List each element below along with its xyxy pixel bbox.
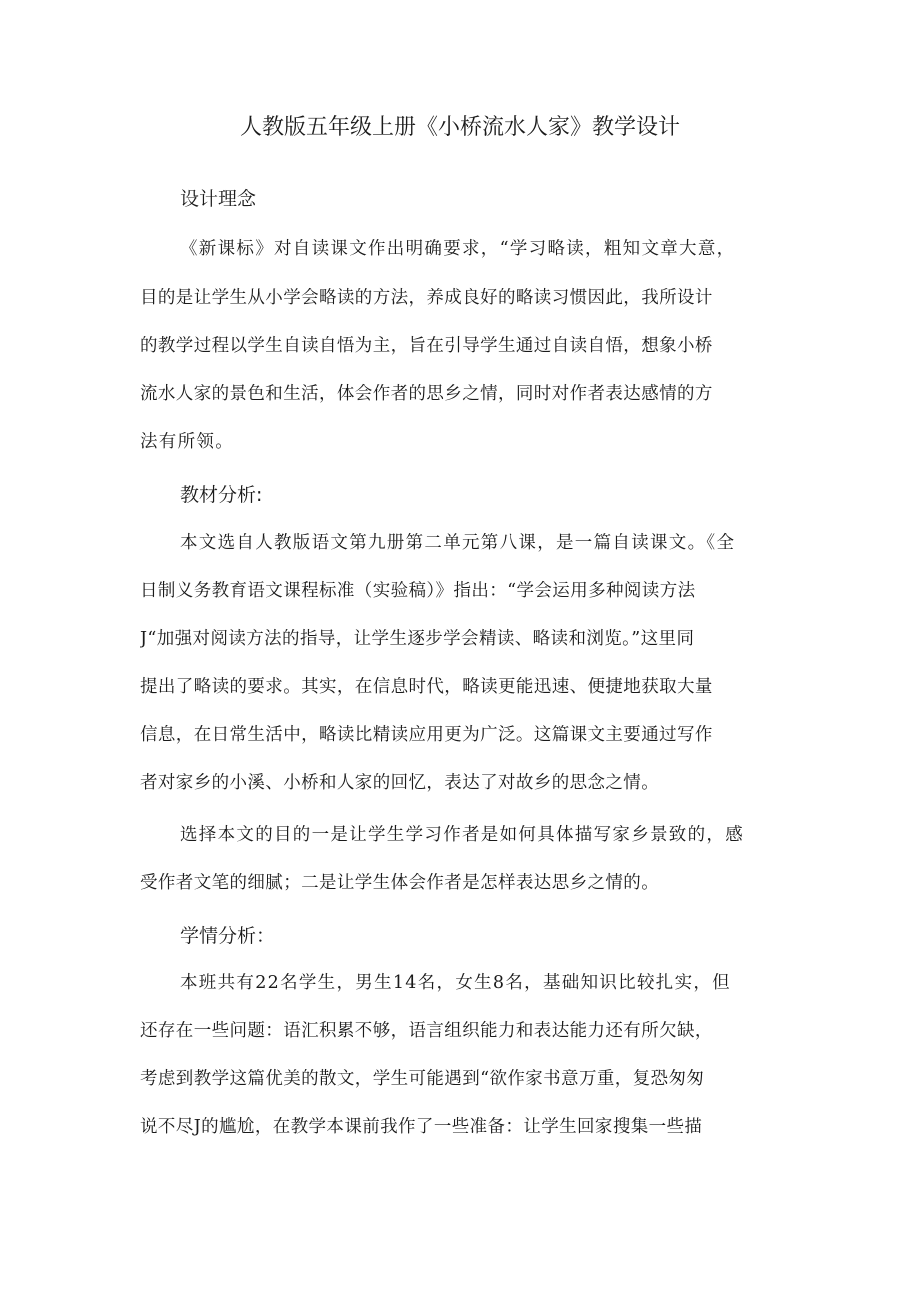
paragraph-line: 法有所领。 [140, 432, 234, 452]
document-title: 人教版五年级上册《小桥流水人家》教学设计 [239, 115, 680, 140]
paragraph-line: 选择本文的目的一是让学生学习作者是如何具体描写家乡景致的，感 [180, 825, 744, 845]
paragraph-line: 者对家乡的小溪、小桥和人家的回忆，表达了对故乡的思念之情。 [140, 773, 660, 793]
paragraph-line: 流水人家的景色和生活，体会作者的思乡之情，同时对作者表达感情的方 [140, 384, 713, 404]
paragraph-line: 考虑到教学这篇优美的散文，学生可能遇到“欲作家书意万重，复恐匆匆 [140, 1069, 705, 1089]
section-heading-student-analysis: 学情分析： [180, 925, 276, 947]
paragraph-line: 本班共有22名学生，男生14名，女生8名，基础知识比较扎实，但 [180, 973, 731, 993]
paragraph-line: 日制义务教育语文课程标准（实验稿）》指出：“学会运用多种阅读方法 [140, 581, 696, 601]
paragraph-line: 的教学过程以学生自读自悟为主，旨在引导学生通过自读自悟，想象小桥 [140, 336, 713, 356]
paragraph-line: 《新课标》对自读课文作出明确要求，“学习略读，粗知文章大意， [180, 239, 736, 259]
paragraph-line: 说不尽J的尴尬，在教学本课前我作了一些准备：让学生回家搜集一些描 [140, 1117, 703, 1137]
paragraph-line: 提出了略读的要求。其实，在信息时代，略读更能迅速、便捷地获取大量 [140, 677, 713, 697]
paragraph-line: 还存在一些问题：语汇积累不够，语言组织能力和表达能力还有所欠缺， [140, 1021, 713, 1041]
section-heading-design-concept: 设计理念 [180, 188, 257, 210]
section-heading-textbook-analysis: 教材分析: [180, 484, 263, 506]
paragraph-line: 信息，在日常生活中，略读比精读应用更为广泛。这篇课文主要通过写作 [140, 725, 713, 745]
paragraph-line: J“加强对阅读方法的指导，让学生逐步学会精读、略读和浏览。”这里同 [140, 629, 695, 649]
paragraph-line: 本文选自人教版语文第九册第二单元第八课，是一篇自读课文。《全 [180, 533, 736, 553]
paragraph-line: 目的是让学生从小学会略读的方法，养成良好的略读习惯因此，我所设计 [140, 288, 713, 308]
paragraph-line: 受作者文笔的细腻；二是让学生体会作者是怎样表达思乡之情的。 [140, 873, 660, 893]
